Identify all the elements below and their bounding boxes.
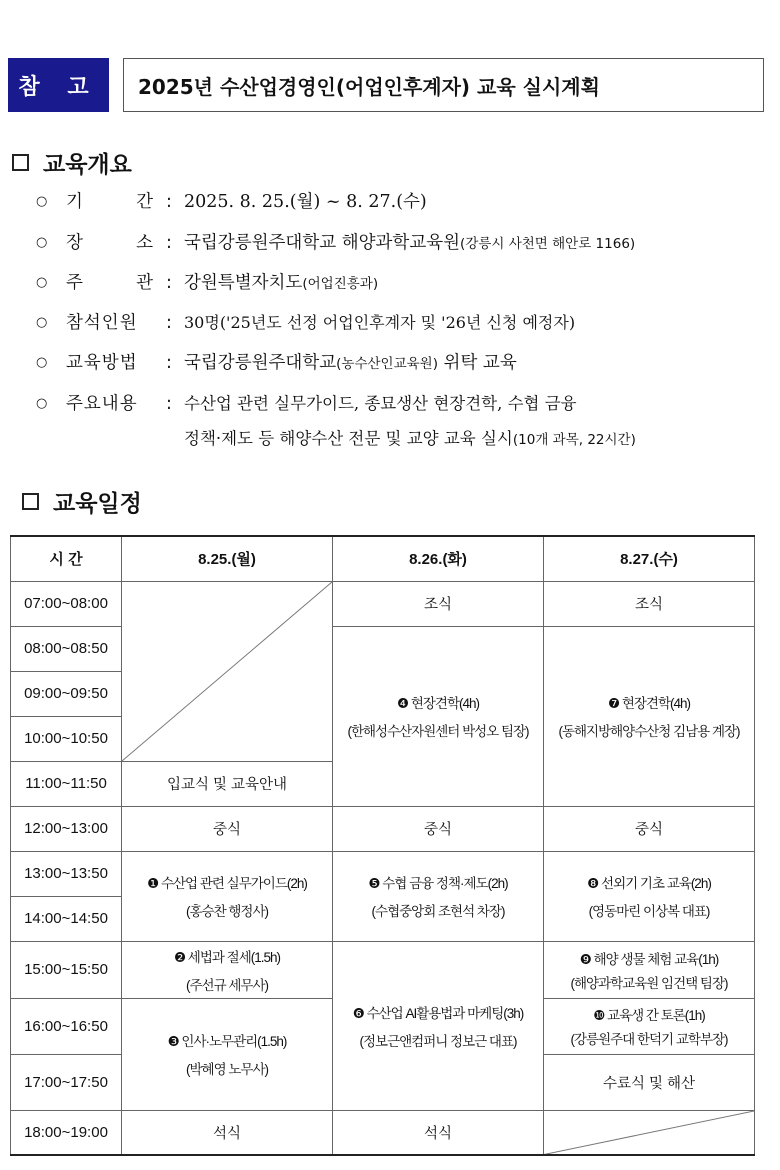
session-title: ❻ 수산업 AI활용법과 마케팅(3h): [352, 1005, 524, 1021]
time-cell: 07:00~08:00: [11, 581, 122, 626]
host-label-1: 주: [66, 273, 84, 293]
time-cell: 12:00~13:00: [11, 806, 122, 851]
session-lecturer: (영동마린 이상복 대표): [588, 904, 710, 919]
time-cell: 13:00~13:50: [11, 851, 122, 896]
header-day-1: 8.25.(월): [122, 536, 333, 581]
table-row: [11, 851, 755, 896]
participants-value: 30명('25년도 선정 어업인후계자 및 '26년 신청 예정자): [184, 313, 576, 332]
overview-place: [36, 228, 635, 259]
session-title: ❹ 현장견학(4h): [396, 696, 480, 711]
session-4: [333, 626, 544, 806]
session-7: [544, 626, 755, 806]
place-label-1: 장: [66, 233, 84, 253]
content-note: (10개 과목, 22시간): [512, 432, 636, 448]
document-header: [8, 58, 766, 112]
session-8: [544, 851, 755, 941]
session-2: [122, 941, 333, 998]
checkbox-square-icon: [12, 154, 29, 171]
session-lecturer: (정보근앤컴퍼니 정보근 대표): [359, 1033, 517, 1049]
host-value: 강원특별자치도: [184, 273, 303, 293]
place-value: 국립강릉원주대학교 해양과학교육원: [184, 233, 461, 253]
lunch-cell: 중식: [122, 806, 333, 851]
session-title: ❾ 해양 생물 체험 교육(1h): [579, 951, 719, 967]
session-lecturer: (홍승찬 행정사): [186, 904, 268, 919]
session-lecturer: (해양과학교육원 임건택 팀장): [570, 975, 728, 991]
overview-host: [36, 268, 378, 299]
content-label: 주요내용: [66, 394, 138, 414]
session-lecturer: (한해성수산자원센터 박성오 팀장): [347, 724, 529, 739]
checkbox-square-icon: [22, 493, 39, 510]
separator: :: [166, 233, 172, 253]
table-row: [11, 941, 755, 998]
reference-label: 참 고: [8, 58, 109, 112]
opening-ceremony-cell: 입교식 및 교육안내: [122, 761, 333, 806]
lunch-cell: 중식: [544, 806, 755, 851]
dinner-cell: 석식: [333, 1110, 544, 1155]
header-time: 시 간: [11, 536, 122, 581]
method-value-2: 위탁 교육: [437, 353, 517, 373]
table-row: [11, 806, 755, 851]
content-line-2: 정책·제도 등 해양수산 전문 및 교양 교육 실시: [184, 429, 513, 448]
document-title: 2025년 수산업경영인(어업인후계자) 교육 실시계획: [123, 58, 764, 112]
time-cell: 16:00~16:50: [11, 998, 122, 1054]
session-title: ❿ 교육생 간 토론(1h): [593, 1008, 705, 1023]
dinner-cell: 석식: [122, 1110, 333, 1155]
overview-content-cont: [184, 424, 636, 455]
host-note: (어업진흥과): [302, 276, 379, 292]
session-1: [122, 851, 333, 941]
header-day-3: 8.27.(수): [544, 536, 755, 581]
overview-participants: [36, 308, 575, 338]
session-title: ❼ 현장견학(4h): [607, 696, 691, 711]
session-title: ❷ 세법과 절세(1.5h): [173, 949, 281, 965]
time-cell: 14:00~14:50: [11, 896, 122, 941]
table-row: [11, 581, 755, 626]
breakfast-cell: 조식: [333, 581, 544, 626]
session-lecturer: (수협중앙회 조현석 차장): [371, 904, 505, 919]
session-title: ❽ 선외기 기초 교육(2h): [587, 876, 711, 891]
host-label-2: 관: [136, 273, 154, 293]
time-cell: 17:00~17:50: [11, 1054, 122, 1110]
schedule-heading: [22, 485, 142, 518]
separator: :: [166, 313, 172, 333]
bullet: ○: [36, 275, 48, 290]
closing-ceremony-cell: 수료식 및 해산: [544, 1054, 755, 1110]
place-label-2: 소: [136, 233, 154, 253]
session-title: ❸ 인사·노무관리(1.5h): [167, 1034, 287, 1049]
session-9: [544, 941, 755, 998]
separator: :: [166, 192, 172, 212]
time-cell: 09:00~09:50: [11, 671, 122, 716]
table-row: [11, 1110, 755, 1155]
period-label-2: 간: [136, 192, 154, 212]
breakfast-cell: 조식: [544, 581, 755, 626]
method-label: 교육방법: [66, 353, 138, 373]
time-cell: 18:00~19:00: [11, 1110, 122, 1155]
session-lecturer: (동해지방해양수산청 김남용 계장): [558, 724, 740, 739]
separator: :: [166, 353, 172, 373]
time-cell: 10:00~10:50: [11, 716, 122, 761]
method-value: 국립강릉원주대학교: [184, 353, 337, 373]
place-note: (강릉시 사천면 해안로 1166): [460, 236, 636, 252]
schedule-table: [10, 535, 755, 1156]
method-note: (농수산인교육원): [336, 356, 438, 372]
period-value: 2025. 8. 25.(월) ~ 8. 27.(수): [184, 192, 427, 212]
separator: :: [166, 394, 172, 414]
bullet: ○: [36, 235, 48, 250]
participants-label: 참석인원: [66, 313, 138, 333]
session-title: ❺ 수협 금융 정책·제도(2h): [368, 876, 508, 891]
content-line-1: 수산업 관련 실무가이드, 종묘생산 현장견학, 수협 금융: [184, 394, 577, 413]
bullet: ○: [36, 315, 48, 330]
session-title: ❶ 수산업 관련 실무가이드(2h): [147, 876, 307, 891]
overview-period: [36, 187, 427, 217]
session-lecturer: (강릉원주대 한덕기 교학부장): [570, 1032, 728, 1047]
empty-diagonal-cell: [544, 1110, 755, 1155]
time-cell: 11:00~11:50: [11, 761, 122, 806]
schedule-heading-text: 교육일정: [53, 491, 142, 517]
separator: :: [166, 273, 172, 293]
session-lecturer: (주선규 세무사): [186, 977, 268, 993]
bullet: ○: [36, 396, 48, 411]
session-6: [333, 941, 544, 1110]
overview-heading: [12, 146, 132, 179]
lunch-cell: 중식: [333, 806, 544, 851]
table-header-row: [11, 536, 755, 581]
overview-content: [36, 389, 577, 419]
session-5: [333, 851, 544, 941]
bullet: ○: [36, 194, 48, 209]
session-10: [544, 998, 755, 1054]
session-lecturer: (박혜영 노무사): [186, 1062, 268, 1077]
time-cell: 08:00~08:50: [11, 626, 122, 671]
overview-method: [36, 348, 517, 379]
period-label-1: 기: [66, 192, 84, 212]
diagonal-line: [544, 1111, 754, 1155]
time-cell: 15:00~15:50: [11, 941, 122, 998]
overview-heading-text: 교육개요: [43, 152, 132, 178]
diagonal-line: [122, 582, 332, 761]
header-day-2: 8.26.(화): [333, 536, 544, 581]
bullet: ○: [36, 355, 48, 370]
empty-diagonal-cell: [122, 581, 333, 761]
session-3: [122, 998, 333, 1110]
